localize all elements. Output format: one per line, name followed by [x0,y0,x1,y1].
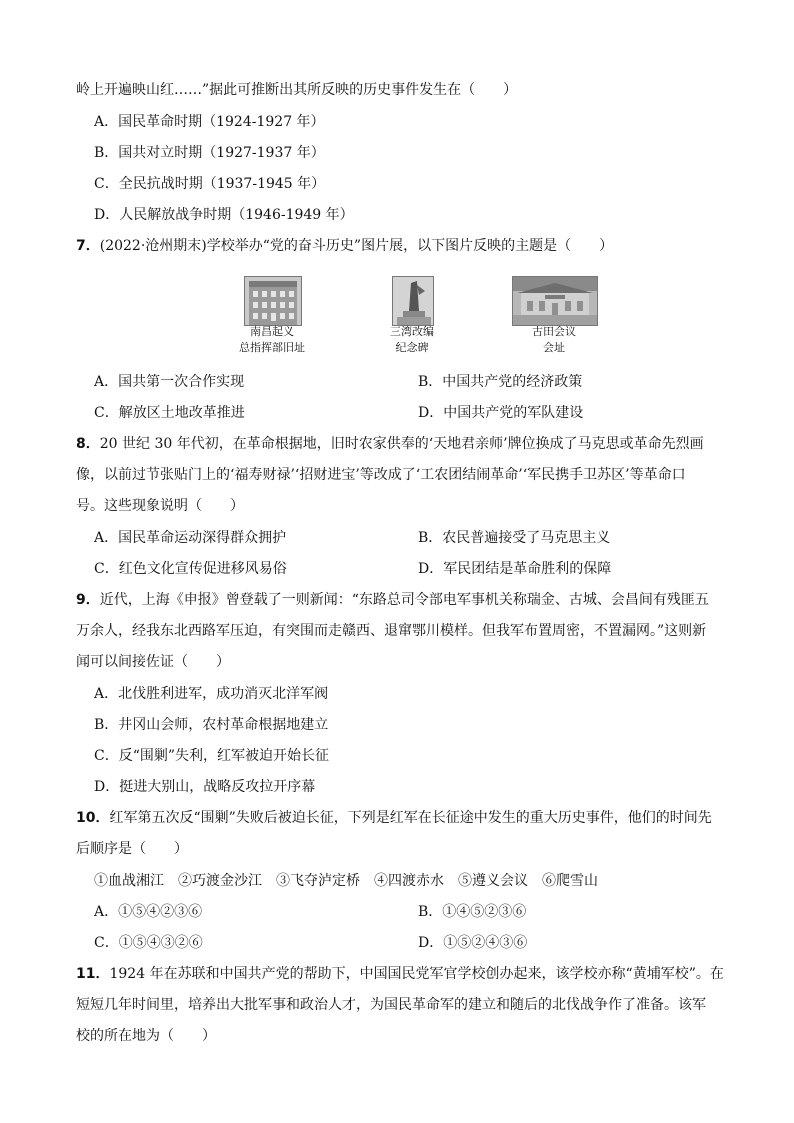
image2-caption-line1: 三湾改编 [390,325,434,338]
q7-option-d: D．中国共产党的军队建设 [418,405,584,421]
image2-caption-line2: 纪念碑 [395,341,429,354]
q11-stem-text-1: 1924 年在苏联和中国共产党的帮助下，中国国民党军官学校创办起来，该学校亦称“黄埔军校”。在 [109,966,724,982]
q9-stem-line2: 万余人，经我东北西路军压迫，有突围而走赣西、退窜鄂川模样。但我军布置周密，不置漏网。”这则新 [76,623,707,639]
q10-number: 10． [76,810,110,826]
q7-option-b: B．中国共产党的经济政策 [418,374,583,390]
q7-option-a: A．国共第一次合作实现 [94,374,245,390]
q6-option-d: D．人民解放战争时期（1946-1949 年） [94,207,354,223]
q8-number: 8． [76,436,100,452]
q9-number: 9． [76,592,100,608]
image1-caption-line2: 总指挥部旧址 [239,341,305,354]
q8-stem-text-1: 20 世纪 30 年代初，在革命根据地，旧时农家供奉的‘天地君亲师’牌位换成了马克思或革命先烈画 [99,436,704,452]
q9-option-a: A．北伐胜利进军，成功消灭北洋军阀 [94,686,329,702]
q8-stem-line2: 像，以前过节张贴门上的‘福寿财禄’‘招财进宝’等改成了‘工农团结闹革命’‘军民携手卫苏区’等革命口 [76,467,686,483]
q8-option-d: D．军民团结是革命胜利的保障 [418,561,612,577]
image3-caption [499,324,609,356]
q8-stem-line3: 号。这些现象说明（ ） [76,498,244,514]
q10-stem-line1 [76,808,712,828]
q10-stem-text-1: 红军第五次反“围剿”失败后被迫长征，下列是红军在长征途中发生的重大历史事件，他们的时间先 [109,810,712,826]
q10-events: ①血战湘江 ②巧渡金沙江 ③飞夺泸定桥 ④四渡赤水 ⑤遵义会议 ⑥爬雪山 [94,873,598,889]
q8-option-b: B．农民普遍接受了马克思主义 [418,530,611,546]
q11-number: 11． [76,966,110,982]
q9-option-c: C．反“围剿”失利，红军被迫开始长征 [94,748,330,764]
nanchang-uprising-hq-photo [244,276,302,326]
q10-option-b: B．①④⑤②③⑥ [418,904,527,920]
q7-option-c: C．解放区土地改革推进 [94,405,245,421]
image3-caption-line2: 会址 [543,341,565,354]
q10-stem-line2: 后顺序是（ ） [76,841,188,857]
q11-stem-line3: 校的所在地为（ ） [76,1028,216,1044]
q9-option-b: B．井冈山会师，农村革命根据地建立 [94,717,329,733]
q6-stem-tail: 岭上开遍映山红……”据此可推断出其所反映的历史事件发生在（ ） [76,82,518,98]
q9-stem-line3: 闻可以间接佐证（ ） [76,654,230,670]
q9-stem-line1 [76,590,709,610]
q7-stem-text: (2022·沧州期末)学校举办“党的奋斗历史”图片展，以下图片反映的主题是（ ） [99,238,614,254]
q10-option-d: D．①⑤②④③⑥ [418,935,528,951]
q6-option-c: C．全民抗战时期（1937-1945 年） [94,176,326,192]
image1-caption-line1: 南昌起义 [250,325,294,338]
q10-option-c: C．①⑤④③②⑥ [94,935,203,951]
gutian-meeting-site-photo [512,276,598,326]
q8-option-a: A．国民革命运动深得群众拥护 [94,530,287,546]
q7-number: 7． [76,238,100,254]
image1-caption [217,324,327,356]
q9-stem-text-1: 近代，上海《申报》曾登载了一则新闻：“东路总司令部电军事机关称瑞金、古城、会昌间有残匪五 [99,592,709,608]
q6-option-b: B．国共对立时期（1927-1937 年） [94,145,325,161]
q10-option-a: A．①⑤④②③⑥ [94,904,203,920]
q8-stem-line1 [76,434,704,454]
sanwan-reorganization-monument-photo [392,276,434,326]
image3-caption-line1: 古田会议 [532,325,576,338]
image2-caption [357,324,467,356]
q6-option-a: A．国民革命时期（1924-1927 年） [94,114,325,130]
q8-option-c: C．红色文化宣传促进移风易俗 [94,561,287,577]
q11-stem-line2: 短短几年时间里，培养出大批军事和政治人才，为国民革命军的建立和随后的北伐战争作了准备。该军 [76,997,706,1013]
q7-stem [76,236,613,256]
q9-option-d: D．挺进大别山，战略反攻拉开序幕 [94,779,316,795]
q11-stem-line1 [76,964,724,984]
